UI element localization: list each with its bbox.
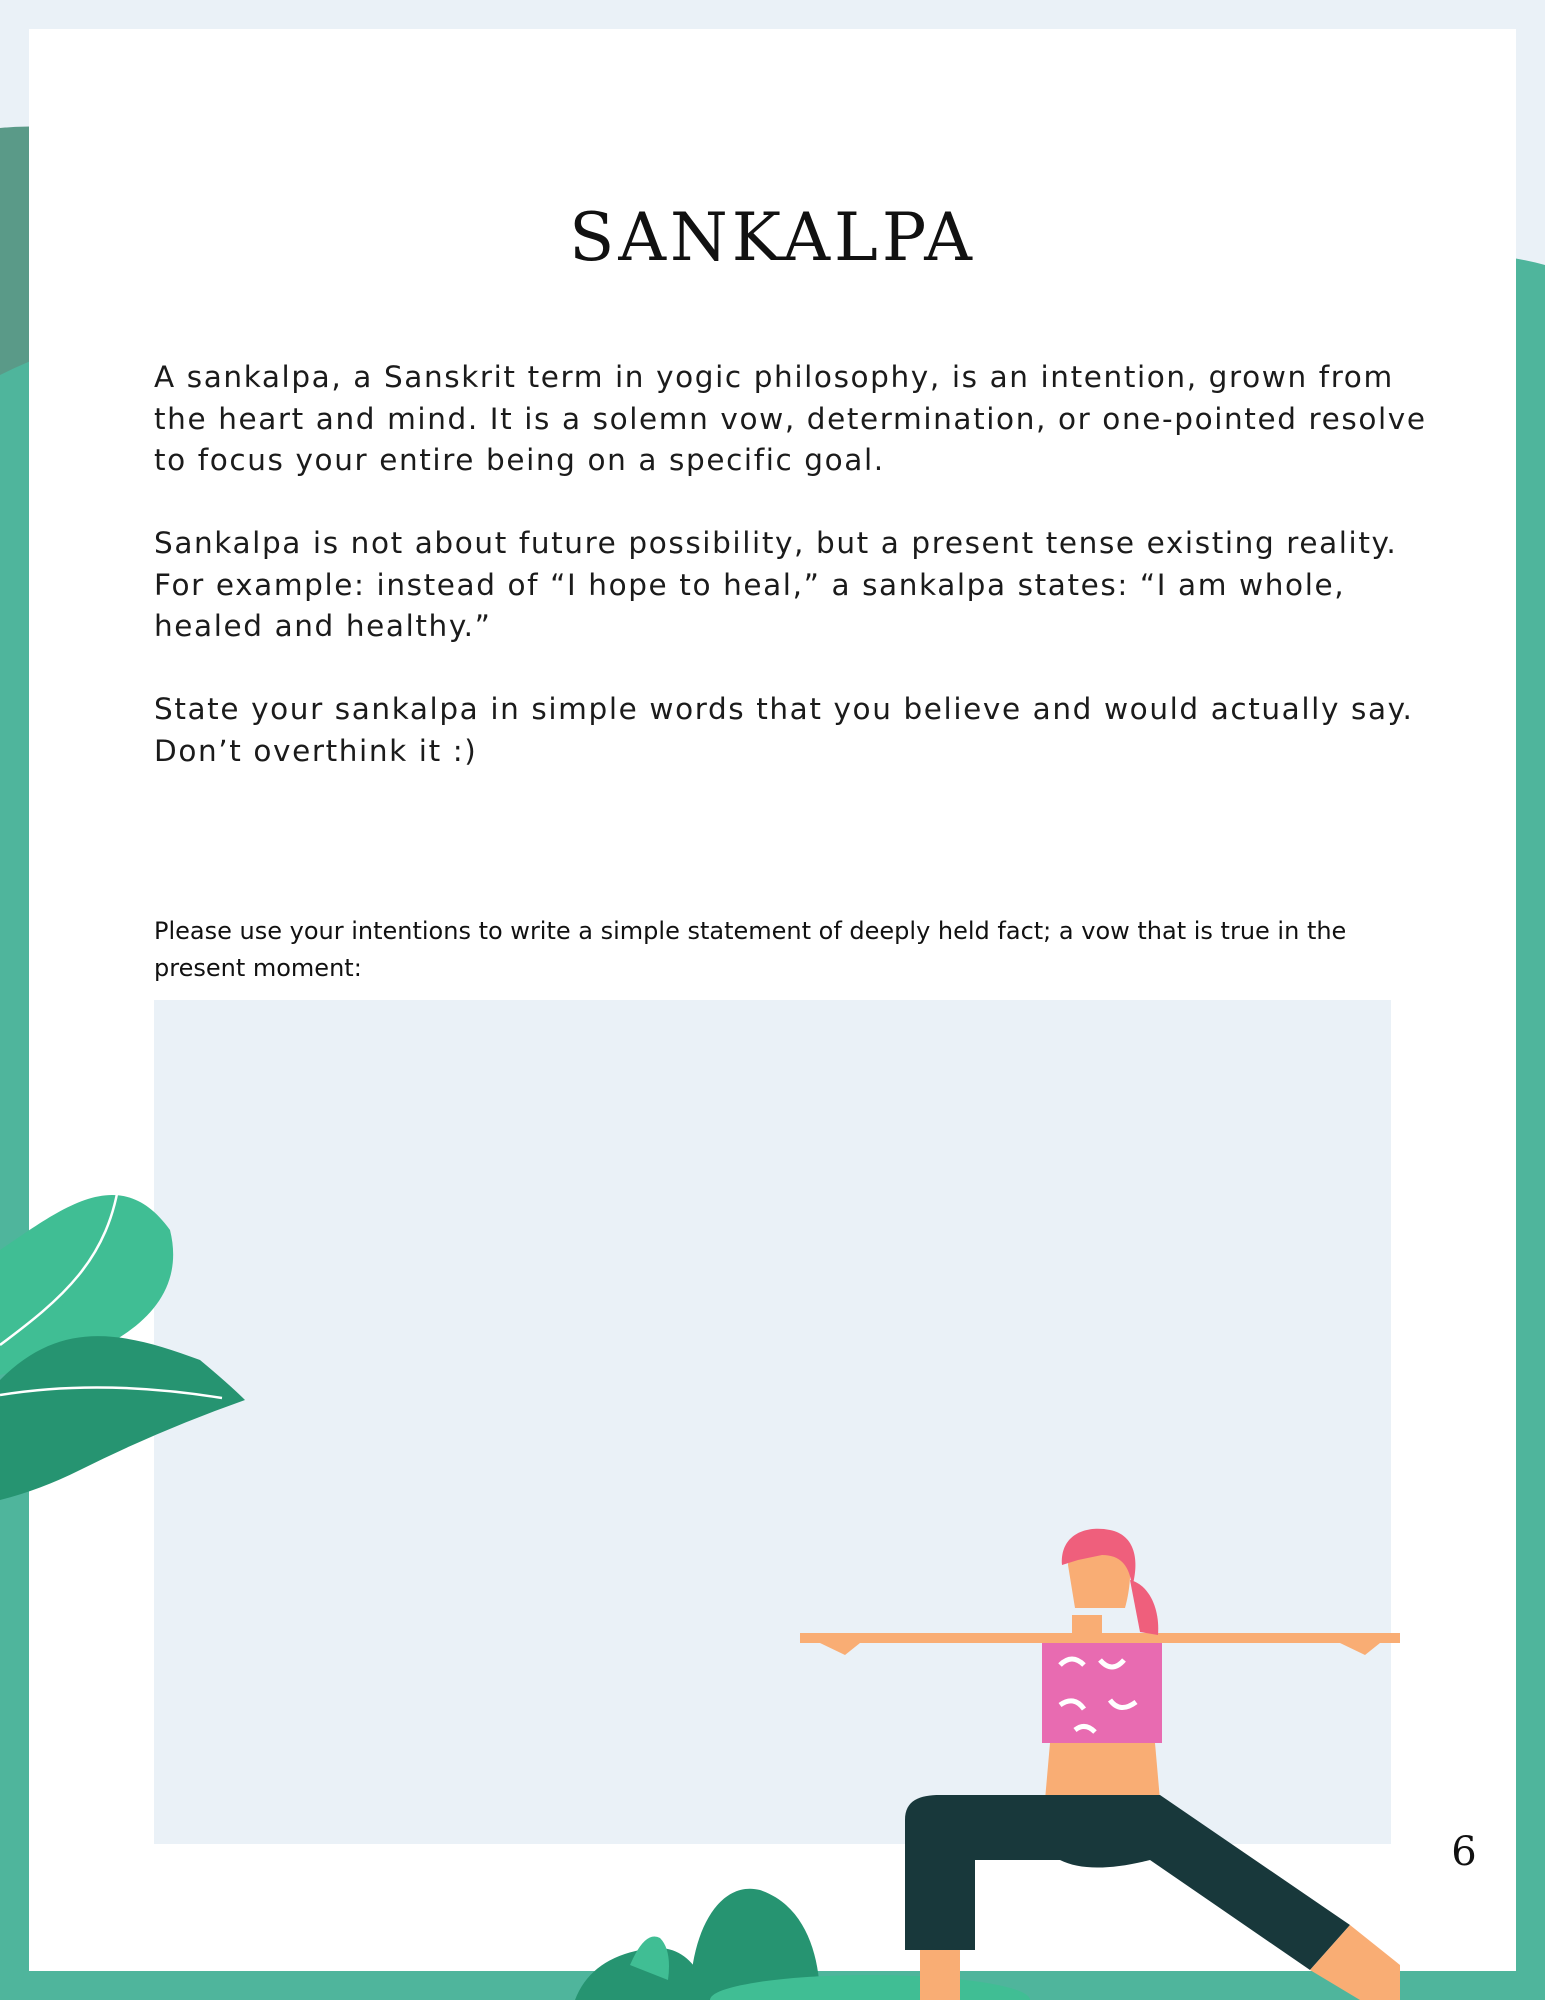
paragraph-present-tense: Sankalpa is not about future possibility, but a present tense existing reality. For example: instead of “I hope to heal,” a sankalpa states: “I am whole, healed and healthy.” bbox=[154, 526, 1398, 643]
page-number: 6 bbox=[1451, 1829, 1477, 1875]
page-title: SANKALPA bbox=[569, 199, 976, 276]
worksheet-page bbox=[29, 29, 1516, 1971]
intro-text bbox=[154, 357, 1434, 814]
sankalpa-answer-field[interactable] bbox=[154, 1000, 1391, 1844]
paragraph-definition: A sankalpa, a Sanskrit term in yogic philosophy, is an intention, grown from the heart and mind. It is a solemn vow, determination, or one-pointed resolve to focus your entire being on a specific goal. bbox=[154, 360, 1427, 477]
answer-instruction: Please use your intentions to write a simple statement of deeply held fact; a vow that is true in the present moment: bbox=[154, 917, 1347, 982]
paragraph-advice: State your sankalpa in simple words that you believe and would actually say. Don’t overthink it :) bbox=[154, 692, 1414, 768]
